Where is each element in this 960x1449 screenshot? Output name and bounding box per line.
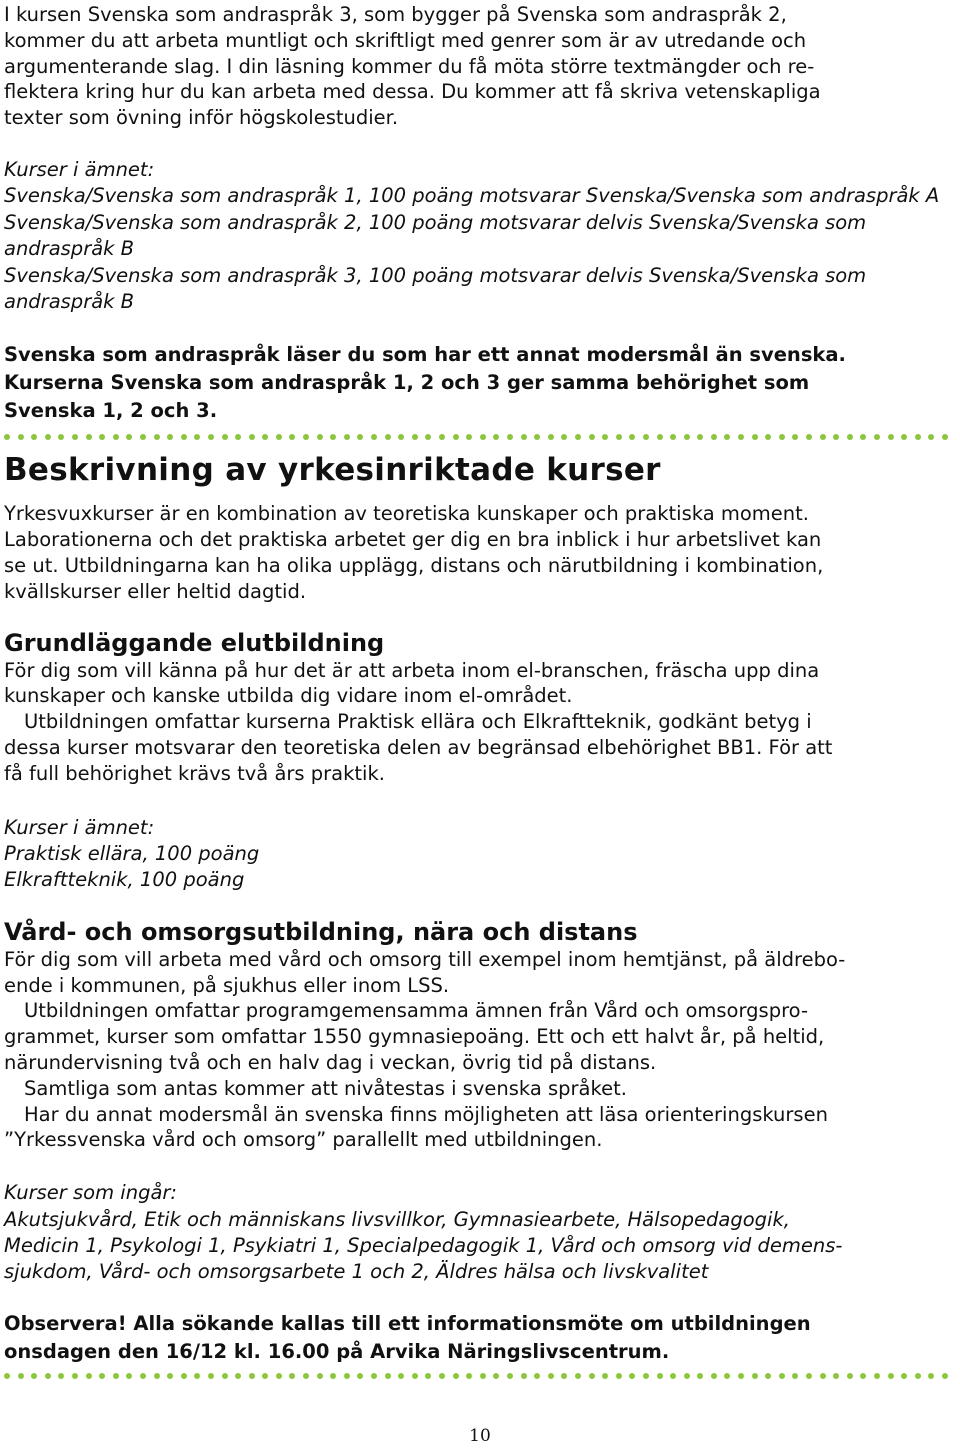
divider-dot xyxy=(765,434,771,440)
course-line: Akutsjukvård, Etik och människans livsvillkor, Gymnasiearbete, Hälsopedagogik, xyxy=(4,1207,790,1231)
divider-dot xyxy=(167,434,173,440)
divider-dot xyxy=(45,434,51,440)
divider-dot xyxy=(589,1373,595,1379)
section-heading: Beskrivning av yrkesinriktade kurser xyxy=(4,452,661,489)
divider-dot xyxy=(697,434,703,440)
divider-dot xyxy=(439,434,445,440)
divider-dot xyxy=(371,434,377,440)
divider-dot xyxy=(249,434,255,440)
divider-dot xyxy=(249,1373,255,1379)
el-course-list xyxy=(4,815,952,894)
divider-dot xyxy=(901,434,907,440)
divider-dot xyxy=(874,434,880,440)
divider-dot xyxy=(670,434,676,440)
el-line: dessa kurser motsvarar den teoretiska delen av begränsad elbehörighet BB1. För att xyxy=(4,736,833,759)
intro-line: I kursen Svenska som andraspråk 3, som bygger på Svenska som andraspråk 2, xyxy=(4,3,787,26)
divider-dot xyxy=(724,1373,730,1379)
divider-dot xyxy=(643,1373,649,1379)
divider-dot xyxy=(657,1373,663,1379)
divider-dot xyxy=(534,434,540,440)
divider-dot xyxy=(398,434,404,440)
divider-dot xyxy=(792,1373,798,1379)
divider-dot xyxy=(480,1373,486,1379)
course-item: Elkraftteknik, 100 poäng xyxy=(4,868,245,892)
vard-line: Har du annat modersmål än svenska finns möjligheten att läsa orienteringskursen xyxy=(24,1102,828,1126)
vard-line: ”Yrkessvenska vård och omsorg” parallellt med utbildningen. xyxy=(4,1128,603,1152)
vard-paragraph-3 xyxy=(4,1076,952,1102)
divider-dot xyxy=(928,434,934,440)
divider-dot xyxy=(928,1373,934,1379)
divider-dot xyxy=(262,434,268,440)
divider-dot xyxy=(86,434,92,440)
divider-dot xyxy=(289,434,295,440)
divider-dot xyxy=(181,1373,187,1379)
divider-dot xyxy=(439,1373,445,1379)
divider-dot xyxy=(18,434,24,440)
divider-dot xyxy=(222,1373,228,1379)
divider-dot xyxy=(670,1373,676,1379)
divider-dot xyxy=(724,434,730,440)
vard-line: Samtliga som antas kommer att nivåtestas i svenska språket. xyxy=(24,1076,627,1100)
divider-dot xyxy=(507,434,513,440)
divider-dot xyxy=(561,434,567,440)
divider-dot xyxy=(629,1373,635,1379)
course-item: Svenska/Svenska som andraspråk 3, 100 poäng motsvarar delvis Svenska/Svenska som andraspråk B xyxy=(4,263,867,314)
divider-dot xyxy=(738,1373,744,1379)
divider-dot xyxy=(548,1373,554,1379)
divider-dot xyxy=(561,1373,567,1379)
divider-dot xyxy=(126,434,132,440)
vard-line: För dig som vill arbeta med vård och omsorg till exempel inom hemtjänst, på äldrebo- xyxy=(4,947,846,971)
divider-dot xyxy=(833,1373,839,1379)
divider-dot xyxy=(684,434,690,440)
divider-dot xyxy=(629,434,635,440)
divider-dot xyxy=(330,434,336,440)
divider-dot xyxy=(752,434,758,440)
divider-dot xyxy=(140,434,146,440)
divider-dot xyxy=(194,1373,200,1379)
information-notice xyxy=(4,1310,952,1366)
divider-dot xyxy=(521,434,527,440)
courses-label: Kurser som ingår: xyxy=(4,1181,177,1205)
divider-dot xyxy=(398,1373,404,1379)
svenska-course-list xyxy=(4,157,952,315)
courses-label: Kurser i ämnet: xyxy=(4,157,155,181)
divider-dot xyxy=(534,1373,540,1379)
divider-dot xyxy=(208,434,214,440)
note-line: Svenska som andraspråk läser du som har ett annat modersmål än svenska. xyxy=(4,343,846,367)
divider-dot xyxy=(602,434,608,440)
notice-line: onsdagen den 16/12 kl. 16.00 på Arvika Näringslivscentrum. xyxy=(4,1339,670,1363)
divider-dot xyxy=(235,434,241,440)
divider-dot xyxy=(453,434,459,440)
divider-dot xyxy=(58,1373,64,1379)
divider-dot xyxy=(738,434,744,440)
divider-dot xyxy=(371,1373,377,1379)
divider-dot xyxy=(194,434,200,440)
yrkes-paragraph xyxy=(4,501,952,604)
divider-dot xyxy=(412,1373,418,1379)
intro-line: kommer du att arbeta muntligt och skriftligt med genrer som är av utredande och xyxy=(4,28,807,52)
divider-dot xyxy=(847,434,853,440)
dot-divider xyxy=(4,431,948,443)
vard-paragraph-1 xyxy=(4,947,952,999)
divider-dot xyxy=(602,1373,608,1379)
divider-dot xyxy=(684,1373,690,1379)
note-line: Svenska 1, 2 och 3. xyxy=(4,399,218,423)
divider-dot xyxy=(235,1373,241,1379)
yrkes-line: Laborationerna och det praktiska arbetet ger dig en bra inblick i hur arbetslivet kan xyxy=(4,528,822,552)
divider-dot xyxy=(616,1373,622,1379)
divider-dot xyxy=(521,1373,527,1379)
divider-dot xyxy=(915,1373,921,1379)
svenska-note xyxy=(4,341,952,425)
el-line: Utbildningen omfattar kurserna Praktisk ellära och Elkraftteknik, godkänt betyg i xyxy=(24,710,812,734)
divider-dot xyxy=(589,434,595,440)
el-line: kunskaper och kanske utbilda dig vidare inom el-området. xyxy=(4,684,573,708)
divider-dot xyxy=(126,1373,132,1379)
divider-dot xyxy=(357,434,363,440)
course-line: sjukdom, Vård- och omsorgsarbete 1 och 2, Äldres hälsa och livskvalitet xyxy=(4,1260,709,1284)
divider-dot xyxy=(99,434,105,440)
divider-dot xyxy=(480,434,486,440)
divider-dot xyxy=(167,1373,173,1379)
intro-line: flektera kring hur du kan arbeta med dessa. Du kommer att få skriva vetenskapliga xyxy=(4,80,821,104)
divider-dot xyxy=(806,1373,812,1379)
divider-dot xyxy=(711,434,717,440)
divider-dot xyxy=(847,1373,853,1379)
divider-dot xyxy=(303,1373,309,1379)
divider-dot xyxy=(344,1373,350,1379)
divider-dot xyxy=(575,434,581,440)
divider-dot xyxy=(18,1373,24,1379)
page-number: 10 xyxy=(469,1426,491,1446)
divider-dot xyxy=(262,1373,268,1379)
vard-course-list xyxy=(4,1180,952,1286)
divider-dot xyxy=(289,1373,295,1379)
divider-dot xyxy=(860,1373,866,1379)
divider-dot xyxy=(425,1373,431,1379)
course-item: Svenska/Svenska som andraspråk 2, 100 poäng motsvarar delvis Svenska/Svenska som andraspråk B xyxy=(4,210,867,261)
divider-dot xyxy=(779,1373,785,1379)
vard-heading: Vård- och omsorgsutbildning, nära och distans xyxy=(4,917,638,946)
divider-dot xyxy=(86,1373,92,1379)
divider-dot xyxy=(303,434,309,440)
divider-dot xyxy=(4,434,10,440)
divider-dot xyxy=(276,1373,282,1379)
el-paragraph-2 xyxy=(4,709,952,786)
divider-dot xyxy=(575,1373,581,1379)
divider-dot xyxy=(874,1373,880,1379)
divider-dot xyxy=(820,434,826,440)
divider-dot xyxy=(493,434,499,440)
divider-dot xyxy=(276,434,282,440)
divider-dot xyxy=(45,1373,51,1379)
el-heading: Grundläggande elutbildning xyxy=(4,628,385,657)
el-line: För dig som vill känna på hur det är att arbeta inom el-branschen, fräscha upp dina xyxy=(4,658,820,682)
divider-dot xyxy=(915,434,921,440)
el-paragraph-1 xyxy=(4,658,952,710)
divider-dot xyxy=(140,1373,146,1379)
divider-dot xyxy=(317,434,323,440)
divider-dot xyxy=(99,1373,105,1379)
vard-line: närundervisning två och en halv dag i veckan, övrig tid på distans. xyxy=(4,1051,657,1074)
notice-line: Observera! Alla sökande kallas till ett informationsmöte om utbildningen xyxy=(4,1311,811,1335)
divider-dot xyxy=(765,1373,771,1379)
divider-dot xyxy=(507,1373,513,1379)
divider-dot xyxy=(466,1373,472,1379)
divider-dot xyxy=(31,434,37,440)
vard-line: ende i kommunen, på sjukhus eller inom LSS. xyxy=(4,973,450,997)
note-line: Kurserna Svenska som andraspråk 1, 2 och 3 ger samma behörighet som xyxy=(4,371,810,395)
divider-dot xyxy=(58,434,64,440)
divider-dot xyxy=(412,434,418,440)
divider-dot xyxy=(493,1373,499,1379)
divider-dot xyxy=(113,434,119,440)
divider-dot xyxy=(425,434,431,440)
el-line: få full behörighet krävs två års praktik. xyxy=(4,761,385,785)
intro-line: argumenterande slag. I din läsning kommer du få möta större textmängder och re- xyxy=(4,54,815,78)
divider-dot xyxy=(806,434,812,440)
divider-dot xyxy=(942,1373,948,1379)
divider-dot xyxy=(385,1373,391,1379)
vard-paragraph-2 xyxy=(4,998,952,1075)
divider-dot xyxy=(657,434,663,440)
divider-dot xyxy=(711,1373,717,1379)
divider-dot xyxy=(4,1373,10,1379)
divider-dot xyxy=(208,1373,214,1379)
divider-dot xyxy=(31,1373,37,1379)
vard-line: Utbildningen omfattar programgemensamma ämnen från Vård och omsorgspro- xyxy=(24,999,808,1023)
divider-dot xyxy=(72,1373,78,1379)
divider-dot xyxy=(466,434,472,440)
divider-dot xyxy=(860,434,866,440)
intro-paragraph xyxy=(4,2,952,131)
divider-dot xyxy=(697,1373,703,1379)
courses-label: Kurser i ämnet: xyxy=(4,815,155,839)
divider-dot xyxy=(154,434,160,440)
dot-divider xyxy=(4,1370,948,1382)
document-page xyxy=(4,2,952,1382)
divider-dot xyxy=(820,1373,826,1379)
divider-dot xyxy=(888,1373,894,1379)
divider-dot xyxy=(792,434,798,440)
divider-dot xyxy=(453,1373,459,1379)
divider-dot xyxy=(222,434,228,440)
divider-dot xyxy=(357,1373,363,1379)
course-item: Svenska/Svenska som andraspråk 1, 100 poäng motsvarar Svenska/Svenska som andraspråk A xyxy=(4,184,940,208)
yrkes-line: se ut. Utbildningarna kan ha olika upplägg, distans och närutbildning i kombination, xyxy=(4,554,824,578)
divider-dot xyxy=(833,434,839,440)
divider-dot xyxy=(154,1373,160,1379)
divider-dot xyxy=(942,434,948,440)
course-line: Medicin 1, Psykologi 1, Psykiatri 1, Specialpedagogik 1, Vård och omsorg vid demens- xyxy=(4,1234,843,1257)
divider-dot xyxy=(385,434,391,440)
divider-dot xyxy=(330,1373,336,1379)
yrkes-line: Yrkesvuxkurser är en kombination av teoretiska kunskaper och praktiska moment. xyxy=(4,502,809,526)
divider-dot xyxy=(548,434,554,440)
divider-dot xyxy=(344,434,350,440)
intro-line: texter som övning inför högskolestudier. xyxy=(4,106,399,130)
vard-line: grammet, kurser som omfattar 1550 gymnasiepoäng. Ett och ett halvt år, på heltid, xyxy=(4,1025,825,1049)
yrkes-line: kvällskurser eller heltid dagtid. xyxy=(4,579,307,603)
vard-paragraph-4 xyxy=(4,1102,952,1154)
divider-dot xyxy=(643,434,649,440)
divider-dot xyxy=(72,434,78,440)
divider-dot xyxy=(181,434,187,440)
divider-dot xyxy=(752,1373,758,1379)
divider-dot xyxy=(616,434,622,440)
divider-dot xyxy=(317,1373,323,1379)
course-item: Praktisk ellära, 100 poäng xyxy=(4,842,260,865)
divider-dot xyxy=(888,434,894,440)
divider-dot xyxy=(779,434,785,440)
divider-dot xyxy=(113,1373,119,1379)
divider-dot xyxy=(901,1373,907,1379)
